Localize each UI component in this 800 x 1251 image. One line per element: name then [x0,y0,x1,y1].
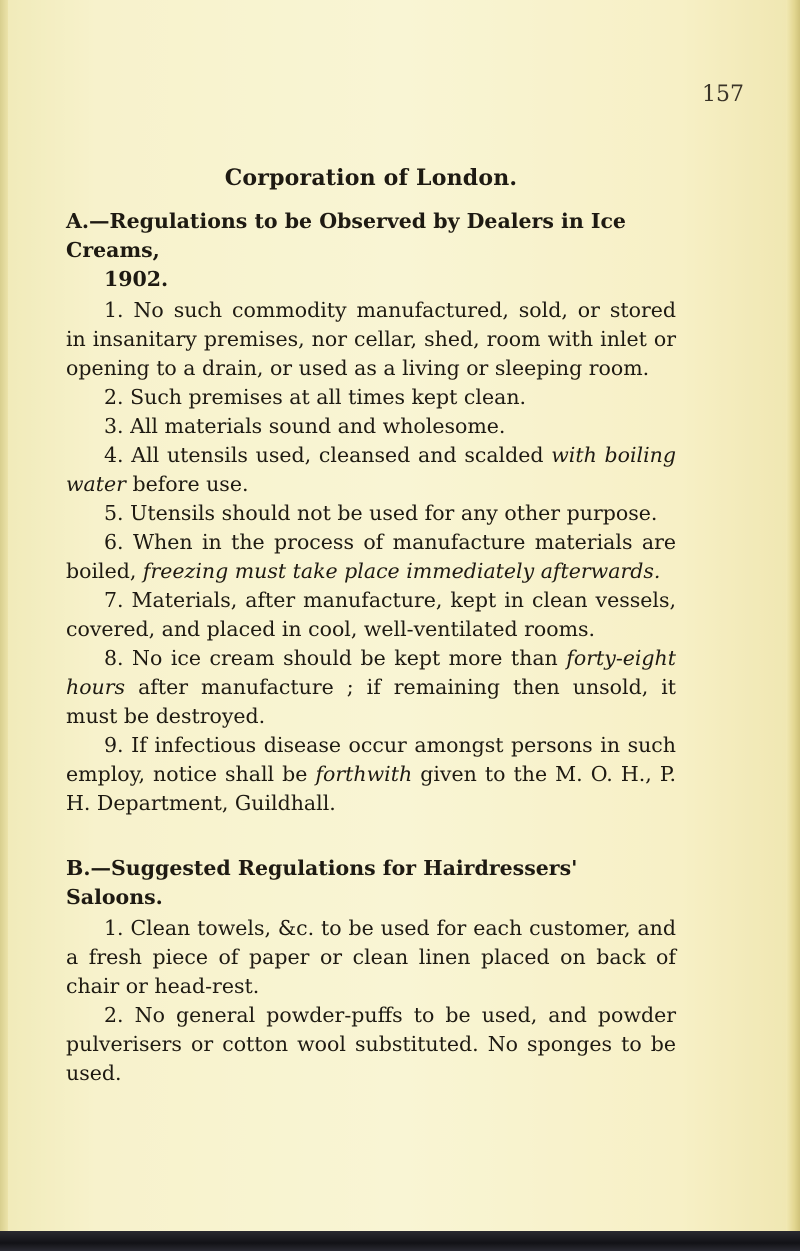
page-edge-right [786,0,800,1251]
section-a-heading [66,207,676,294]
item-text: before use. [125,472,249,496]
section-a-item-4 [66,441,676,499]
item-text: 6. When in the process of manufacture materials are boiled, [66,530,676,583]
item-text: 8. No ice cream should be kept more than [104,646,567,670]
section-a-heading-line1: A.—Regulations to be Observed by Dealers in Ice Creams, [66,209,626,262]
section-a-item-9 [66,731,676,818]
item-italic-text: freezing must take place immediately afterwards. [142,559,661,583]
page-number: 157 [702,82,744,107]
section-b [66,854,676,1088]
section-b-heading: B.—Suggested Regulations for Hairdressers' Saloons. [66,856,578,909]
section-b-item-1: 1. Clean towels, &c. to be used for each customer, and a fresh piece of paper or clean linen placed on back of chair or head-rest. [66,916,676,998]
page-edge-left [0,0,8,1251]
section-b-item-2: 2. No general powder-puffs to be used, and powder pulverisers or cotton wool substituted. No sponges to be used. [66,1003,676,1085]
section-a-item-2: 2. Such premises at all times kept clean. [104,385,527,409]
page-content [66,165,676,1088]
section-a-heading-year: 1902. [104,267,169,291]
item-italic-text: with boiling water [66,443,676,496]
item-text: after manufacture ; if remaining then unsold, it must be destroyed. [66,675,676,728]
page-bottom-shadow [0,1231,800,1251]
item-text: 4. All utensils used, cleansed and scalded [104,443,552,467]
item-italic-text: forthwith [315,762,413,786]
section-a-item-1: 1. No such commodity manufactured, sold, or stored in insanitary premises, nor cellar, shed, room with inlet or opening to a drain, or used as a living or sleeping room. [66,298,676,380]
item-text: given to the M. O. H., P. H. Department, Guildhall. [66,762,676,815]
section-a-item-6 [66,528,676,586]
section-a-item-5: 5. Utensils should not be used for any other purpose. [104,501,658,525]
item-italic-text: forty-eight hours [66,646,676,699]
section-a-item-7: 7. Materials, after manufacture, kept in clean vessels, covered, and placed in cool, well-ventilated rooms. [66,588,676,641]
document-title: Corporation of London. [224,165,518,191]
section-a [66,207,676,818]
item-text: 9. If infectious disease occur amongst persons in such employ, notice shall be [66,733,676,786]
section-a-item-8 [66,644,676,731]
section-a-item-3: 3. All materials sound and wholesome. [104,414,506,438]
